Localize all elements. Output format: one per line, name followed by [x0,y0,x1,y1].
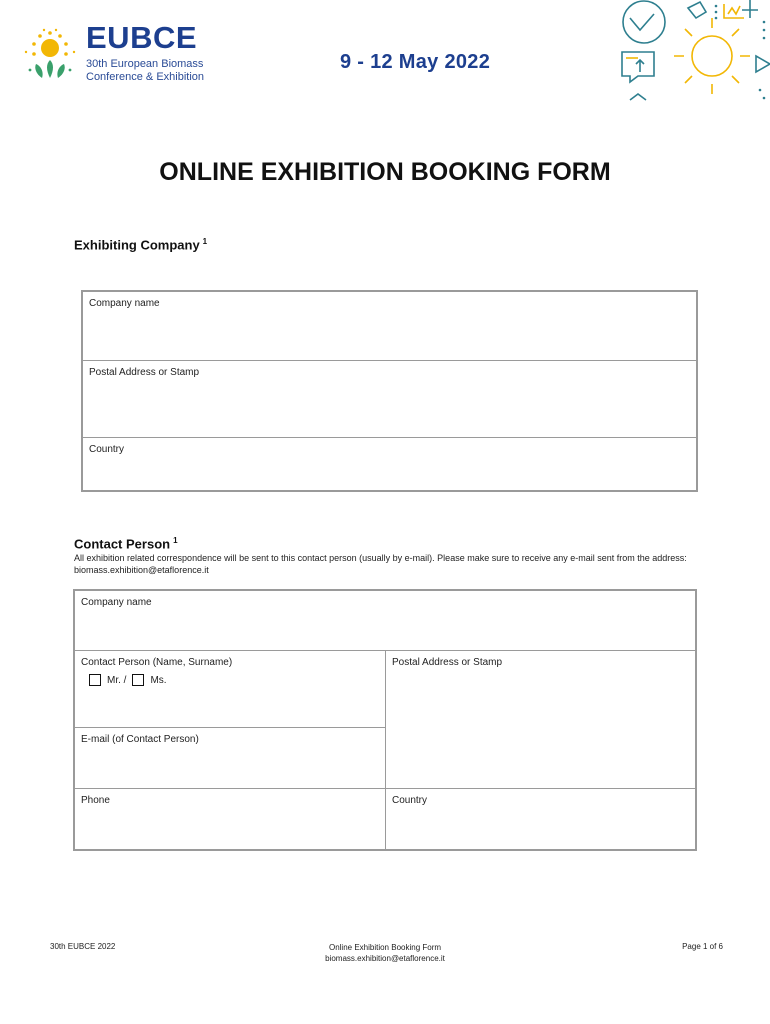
header-decoration-graphic [600,0,770,104]
phone-field[interactable] [75,789,385,849]
company-name-label: Company name [89,298,160,309]
contact-postal-address-label: Postal Address or Stamp [392,657,503,668]
ms-checkbox[interactable] [132,674,144,686]
exhibiting-company-form [81,290,698,492]
contact-name-label: Contact Person (Name, Surname) [81,657,233,668]
postal-address-label: Postal Address or Stamp [89,367,200,378]
footer-center [0,942,770,964]
eubce-sun-logo [20,26,80,86]
leaf-icon [688,2,706,18]
country-field[interactable] [83,438,696,490]
contact-country-label: Country [392,795,428,806]
footer-email: biomass.exhibition@etaflorence.it [325,954,445,963]
contact-company-name-field[interactable] [75,591,695,650]
footer-page-number: Page 1 of 6 [682,942,723,951]
contact-name-field[interactable] [75,651,385,727]
postal-address-field[interactable] [83,361,696,438]
salutation-options [89,674,167,686]
contact-postal-address-field[interactable] [386,651,695,788]
email-field[interactable] [75,728,385,788]
contact-company-name-label: Company name [81,597,152,608]
exhibiting-company-heading [74,237,207,252]
brand-name: EUBCE [86,20,198,55]
footnote-mark: 1 [202,237,208,246]
footnote-mark: 1 [173,536,178,545]
footer-conference: 30th EUBCE 2022 [50,942,116,951]
email-label: E-mail (of Contact Person) [81,734,199,745]
contact-person-heading [74,536,178,551]
country-label: Country [89,444,125,455]
company-name-field[interactable] [83,292,696,361]
contact-person-note: All exhibition related correspondence will be sent to this contact person (usually by e-mail). Please make sure to receive any e-mail sent from the address: biomass.exhibition@etaflorence.it [74,553,687,575]
chat-tree-icon [622,52,654,82]
mr-checkbox[interactable] [89,674,101,686]
contact-person-heading-text: Contact Person [74,536,171,552]
contact-person-form [73,589,697,851]
brand-subtitle: 30th European Biomass Conference & Exhibition [86,58,205,83]
form-title: ONLINE EXHIBITION BOOKING FORM [159,158,611,186]
event-dates: 9 - 12 May 2022 [340,51,491,73]
footer-form-name: Online Exhibition Booking Form [328,943,442,952]
mr-label: Mr. / [107,674,127,686]
globe-icon [623,1,665,43]
phone-label: Phone [81,795,110,806]
sun-icon [692,36,732,76]
contact-country-field[interactable] [386,789,695,849]
ms-label: Ms. [150,674,167,686]
exhibiting-company-heading-text: Exhibiting Company [74,237,200,253]
